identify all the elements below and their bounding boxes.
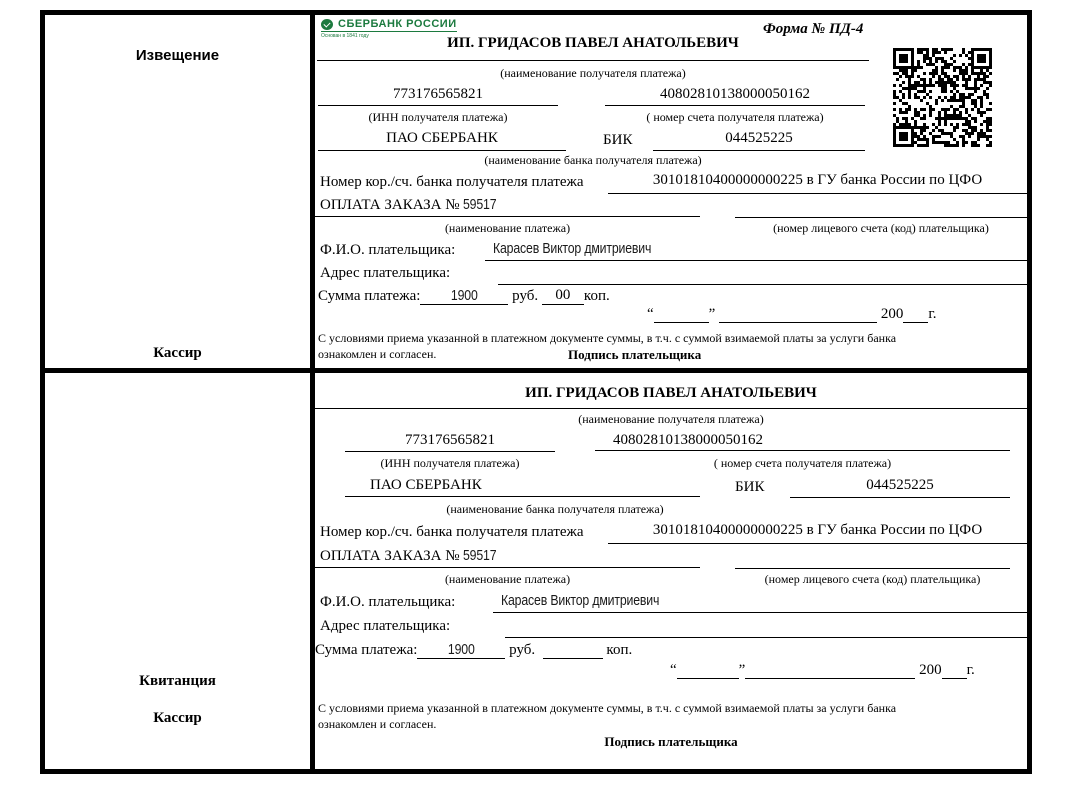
corr-account-label: Номер кор./сч. банка получателя платежа xyxy=(320,524,584,540)
order-field xyxy=(315,547,700,568)
amount-row xyxy=(318,287,610,305)
order-field xyxy=(315,196,700,217)
amount-kop-field xyxy=(543,641,603,659)
notice-section xyxy=(45,15,1027,368)
bank-caption: (наименование банка получателя платежа) xyxy=(484,153,702,167)
payer-address-field xyxy=(498,263,1027,285)
terms-text: С условиями приема указанной в платежном документе суммы, в т.ч. с суммой взимаемой платы за услуги банка ознакомлен и согласен. xyxy=(318,331,897,361)
personal-account-field xyxy=(735,196,1027,218)
account-caption: ( номер счета получателя платежа) xyxy=(646,110,824,124)
amount-rub-field: 1900 xyxy=(420,287,508,305)
bank-caption: (наименование банка получателя платежа) xyxy=(446,502,664,516)
payee-caption: (наименование получателя платежа) xyxy=(578,412,764,426)
order-number: 59517 xyxy=(463,196,497,213)
notice-cashier-label: Кассир xyxy=(153,345,202,361)
amount-row xyxy=(315,641,632,659)
inn-field: 773176565821 xyxy=(318,86,558,106)
form-border xyxy=(40,10,1032,774)
amount-label: Сумма платежа: xyxy=(315,642,418,658)
amount-rub-field: 1900 xyxy=(417,641,505,659)
bank-name-field: ПАО СБЕРБАНК xyxy=(318,130,566,151)
date-line: “ ” 200 г. xyxy=(670,662,975,678)
payee-name: ИП. ГРИДАСОВ ПАВЕЛ АНАТОЛЬЕВИЧ xyxy=(315,385,1027,409)
rub-label: руб. xyxy=(509,642,536,658)
receipt-section xyxy=(45,373,1027,769)
payment-caption: (наименование платежа) xyxy=(444,572,571,586)
amount-kop-field: 00 xyxy=(542,287,584,305)
payer-name-label: Ф.И.О. плательщика: xyxy=(320,594,456,610)
date-year-blank xyxy=(942,663,967,679)
date-month-blank xyxy=(745,663,915,679)
personal-account-caption: (номер лицевого счета (код) плательщика) xyxy=(764,572,981,586)
signature-label: Подпись плательщика xyxy=(568,347,702,362)
date-day-blank xyxy=(654,307,709,323)
receipt-main-column xyxy=(315,373,1027,769)
kop-label: коп. xyxy=(583,288,610,304)
amount-label: Сумма платежа: xyxy=(318,288,421,304)
payee-name: ИП. ГРИДАСОВ ПАВЕЛ АНАТОЛЬЕВИЧ xyxy=(317,35,869,61)
receipt-section-label: Квитанция xyxy=(139,673,216,689)
personal-account-caption: (номер лицевого счета (код) плательщика) xyxy=(773,221,989,235)
sberbank-logo-text: СБЕРБАНК РОССИИ xyxy=(338,18,457,30)
bik-label: БИК xyxy=(603,132,633,148)
notice-left-column xyxy=(45,15,310,368)
order-label: ОПЛАТА ЗАКАЗА № xyxy=(320,548,460,564)
date-day-blank xyxy=(677,663,739,679)
date-year-blank xyxy=(903,307,928,323)
kop-label: коп. xyxy=(606,642,633,658)
bik-label: БИК xyxy=(735,479,765,495)
payer-address-label: Адрес плательщика: xyxy=(320,265,451,281)
sberbank-logo-icon xyxy=(321,19,333,30)
rub-label: руб. xyxy=(512,288,539,304)
payee-caption: (наименование получателя платежа) xyxy=(500,66,686,80)
notice-section-label: Извещение xyxy=(135,47,220,64)
bank-name-field: ПАО СБЕРБАНК xyxy=(345,477,700,497)
inn-field: 773176565821 xyxy=(345,432,555,452)
date-line: “ ” 200 г. xyxy=(647,306,937,322)
account-field: 40802810138000050162 xyxy=(605,86,865,106)
order-number: 59517 xyxy=(463,547,497,564)
corr-account-label: Номер кор./сч. банка получателя платежа xyxy=(320,174,584,190)
qr-code xyxy=(893,48,992,147)
bik-field: 044525225 xyxy=(790,477,1010,498)
payment-caption: (наименование платежа) xyxy=(444,221,571,235)
bik-field: 044525225 xyxy=(653,130,865,151)
receipt-left-column xyxy=(45,373,310,769)
payer-address-field xyxy=(505,616,1027,638)
sberbank-logo-subtitle: Основан в 1841 году xyxy=(321,33,369,39)
payer-name-label: Ф.И.О. плательщика: xyxy=(320,242,456,258)
personal-account-field xyxy=(735,547,1010,569)
account-caption: ( номер счета получателя платежа) xyxy=(713,456,892,470)
inn-caption: (ИНН получателя платежа) xyxy=(380,456,520,470)
receipt-cashier-label: Кассир xyxy=(153,710,202,726)
order-label: ОПЛАТА ЗАКАЗА № xyxy=(320,197,460,213)
payer-address-label: Адрес плательщика: xyxy=(320,618,451,634)
payer-name-field: Карасев Виктор дмитриевич xyxy=(493,592,1027,613)
signature-label: Подпись плательщика xyxy=(604,734,738,749)
inn-caption: (ИНН получателя платежа) xyxy=(368,110,508,124)
notice-main-column xyxy=(315,15,1027,368)
corr-account-field: 30101810400000000225 в ГУ банка России по ЦФО xyxy=(608,172,1027,194)
corr-account-field: 30101810400000000225 в ГУ банка России по ЦФО xyxy=(608,522,1027,544)
form-number-label: Форма № ПД-4 xyxy=(763,21,864,37)
payer-name-field: Карасев Виктор дмитриевич xyxy=(485,240,1027,261)
terms-text: С условиями приема указанной в платежном документе суммы, в т.ч. с суммой взимаемой платы за услуги банка ознакомлен и согласен. xyxy=(318,701,897,731)
account-field: 40802810138000050162 xyxy=(595,432,1010,451)
date-month-blank xyxy=(719,307,877,323)
